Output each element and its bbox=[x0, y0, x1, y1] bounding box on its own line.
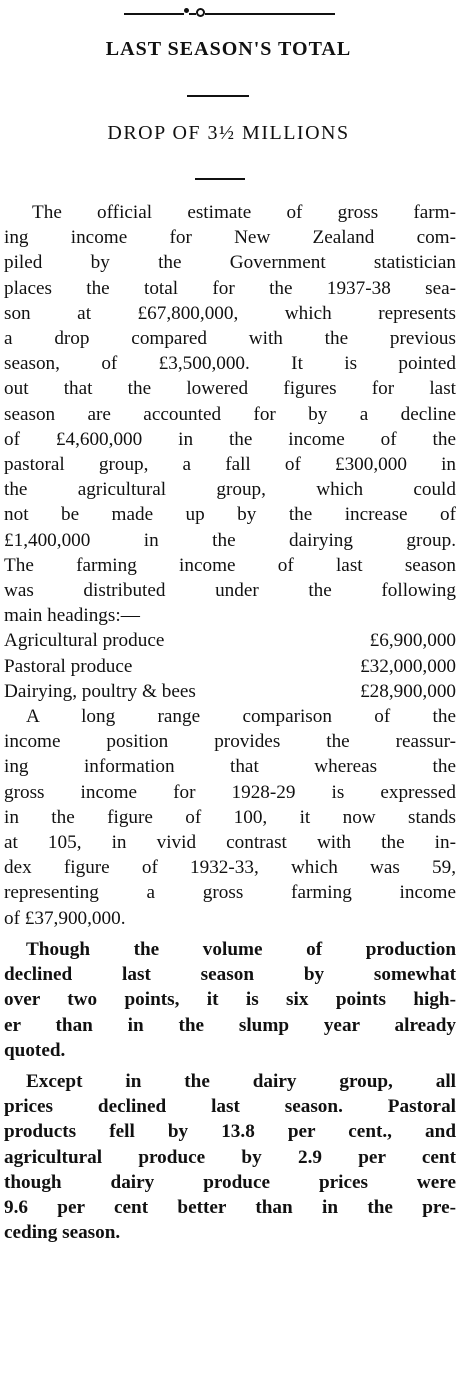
headline: LAST SEASON'S TOTAL bbox=[105, 38, 352, 60]
text-line: pastoral group, a fall of £300,000 in bbox=[4, 454, 456, 476]
text-line: declined last season by somewhat bbox=[4, 964, 456, 986]
text-line: the agricultural group, which could bbox=[4, 479, 456, 501]
table-value: £28,900,000 bbox=[360, 680, 456, 702]
text-line: prices declined last season. Pastoral bbox=[4, 1096, 456, 1118]
text-line: not be made up by the increase of bbox=[4, 504, 456, 526]
paragraph-4 bbox=[4, 1069, 456, 1245]
text-line: income position provides the reassur- bbox=[4, 731, 456, 753]
subheadline: DROP OF 3½ MILLIONS bbox=[107, 122, 350, 144]
text-line: ing income for New Zealand com- bbox=[4, 227, 456, 249]
text-line: products fell by 13.8 per cent., and bbox=[4, 1121, 456, 1143]
text-line: season are accounted for by a decline bbox=[4, 403, 456, 425]
article-body bbox=[4, 200, 456, 1245]
table-value: £32,000,000 bbox=[360, 655, 456, 677]
text-line: over two points, it is six points high- bbox=[4, 989, 456, 1011]
subhead-rule bbox=[195, 178, 245, 180]
ornament-ring bbox=[196, 8, 205, 17]
text-line: er than in the slump year already bbox=[4, 1014, 456, 1036]
ornament-rule-left bbox=[124, 13, 184, 15]
ornament-divider bbox=[0, 6, 457, 20]
text-line: season, of £3,500,000. It is pointed bbox=[4, 353, 456, 375]
paragraph-1 bbox=[4, 200, 456, 628]
text-line: agricultural produce by 2.9 per cent bbox=[4, 1146, 456, 1168]
text-line: places the total for the 1937-38 sea- bbox=[4, 277, 456, 299]
text-line: out that the lowered figures for last bbox=[4, 378, 456, 400]
text-line: main headings:— bbox=[4, 605, 140, 627]
text-line: gross income for 1928-29 is expressed bbox=[4, 781, 456, 803]
text-line: A long range comparison of the bbox=[26, 706, 456, 728]
table-label: Agricultural produce bbox=[4, 630, 165, 652]
text-line: representing a gross farming income bbox=[4, 882, 456, 904]
text-line: The farming income of last season bbox=[4, 554, 456, 576]
text-line: dex figure of 1932-33, which was 59, bbox=[4, 857, 456, 879]
text-line: piled by the Government statistician bbox=[4, 252, 456, 274]
text-line: £1,400,000 in the dairying group. bbox=[4, 529, 456, 551]
ornament-rule-mid bbox=[189, 13, 196, 15]
text-line: ing information that whereas the bbox=[4, 756, 456, 778]
table-row bbox=[4, 628, 456, 653]
ornament-rule-right bbox=[205, 13, 335, 15]
income-table bbox=[4, 628, 456, 704]
text-line: The official estimate of gross farm- bbox=[32, 202, 456, 223]
text-line: at 105, in vivid contrast with the in- bbox=[4, 832, 456, 854]
text-line: was distributed under the following bbox=[4, 580, 456, 602]
text-line: Though the volume of production bbox=[26, 938, 456, 960]
paragraph-3 bbox=[4, 937, 456, 1063]
text-line: Except in the dairy group, all bbox=[26, 1070, 456, 1092]
paragraph-2 bbox=[4, 704, 456, 931]
text-line: quoted. bbox=[4, 1039, 66, 1061]
headline-rule bbox=[187, 95, 249, 97]
text-line: in the figure of 100, it now stands bbox=[4, 806, 456, 828]
text-line: of £4,600,000 in the income of the bbox=[4, 428, 456, 450]
table-label: Pastoral produce bbox=[4, 655, 133, 677]
text-line: of £37,900,000. bbox=[4, 907, 126, 929]
table-row bbox=[4, 654, 456, 679]
text-line: ceding season. bbox=[4, 1222, 121, 1244]
table-value: £6,900,000 bbox=[369, 630, 456, 652]
table-row bbox=[4, 679, 456, 704]
table-label: Dairying, poultry & bees bbox=[4, 680, 196, 702]
text-line: a drop compared with the previous bbox=[4, 328, 456, 350]
text-line: though dairy produce prices were bbox=[4, 1171, 456, 1193]
text-line: son at £67,800,000, which represents bbox=[4, 302, 456, 324]
text-line: 9.6 per cent better than in the pre- bbox=[4, 1196, 456, 1218]
